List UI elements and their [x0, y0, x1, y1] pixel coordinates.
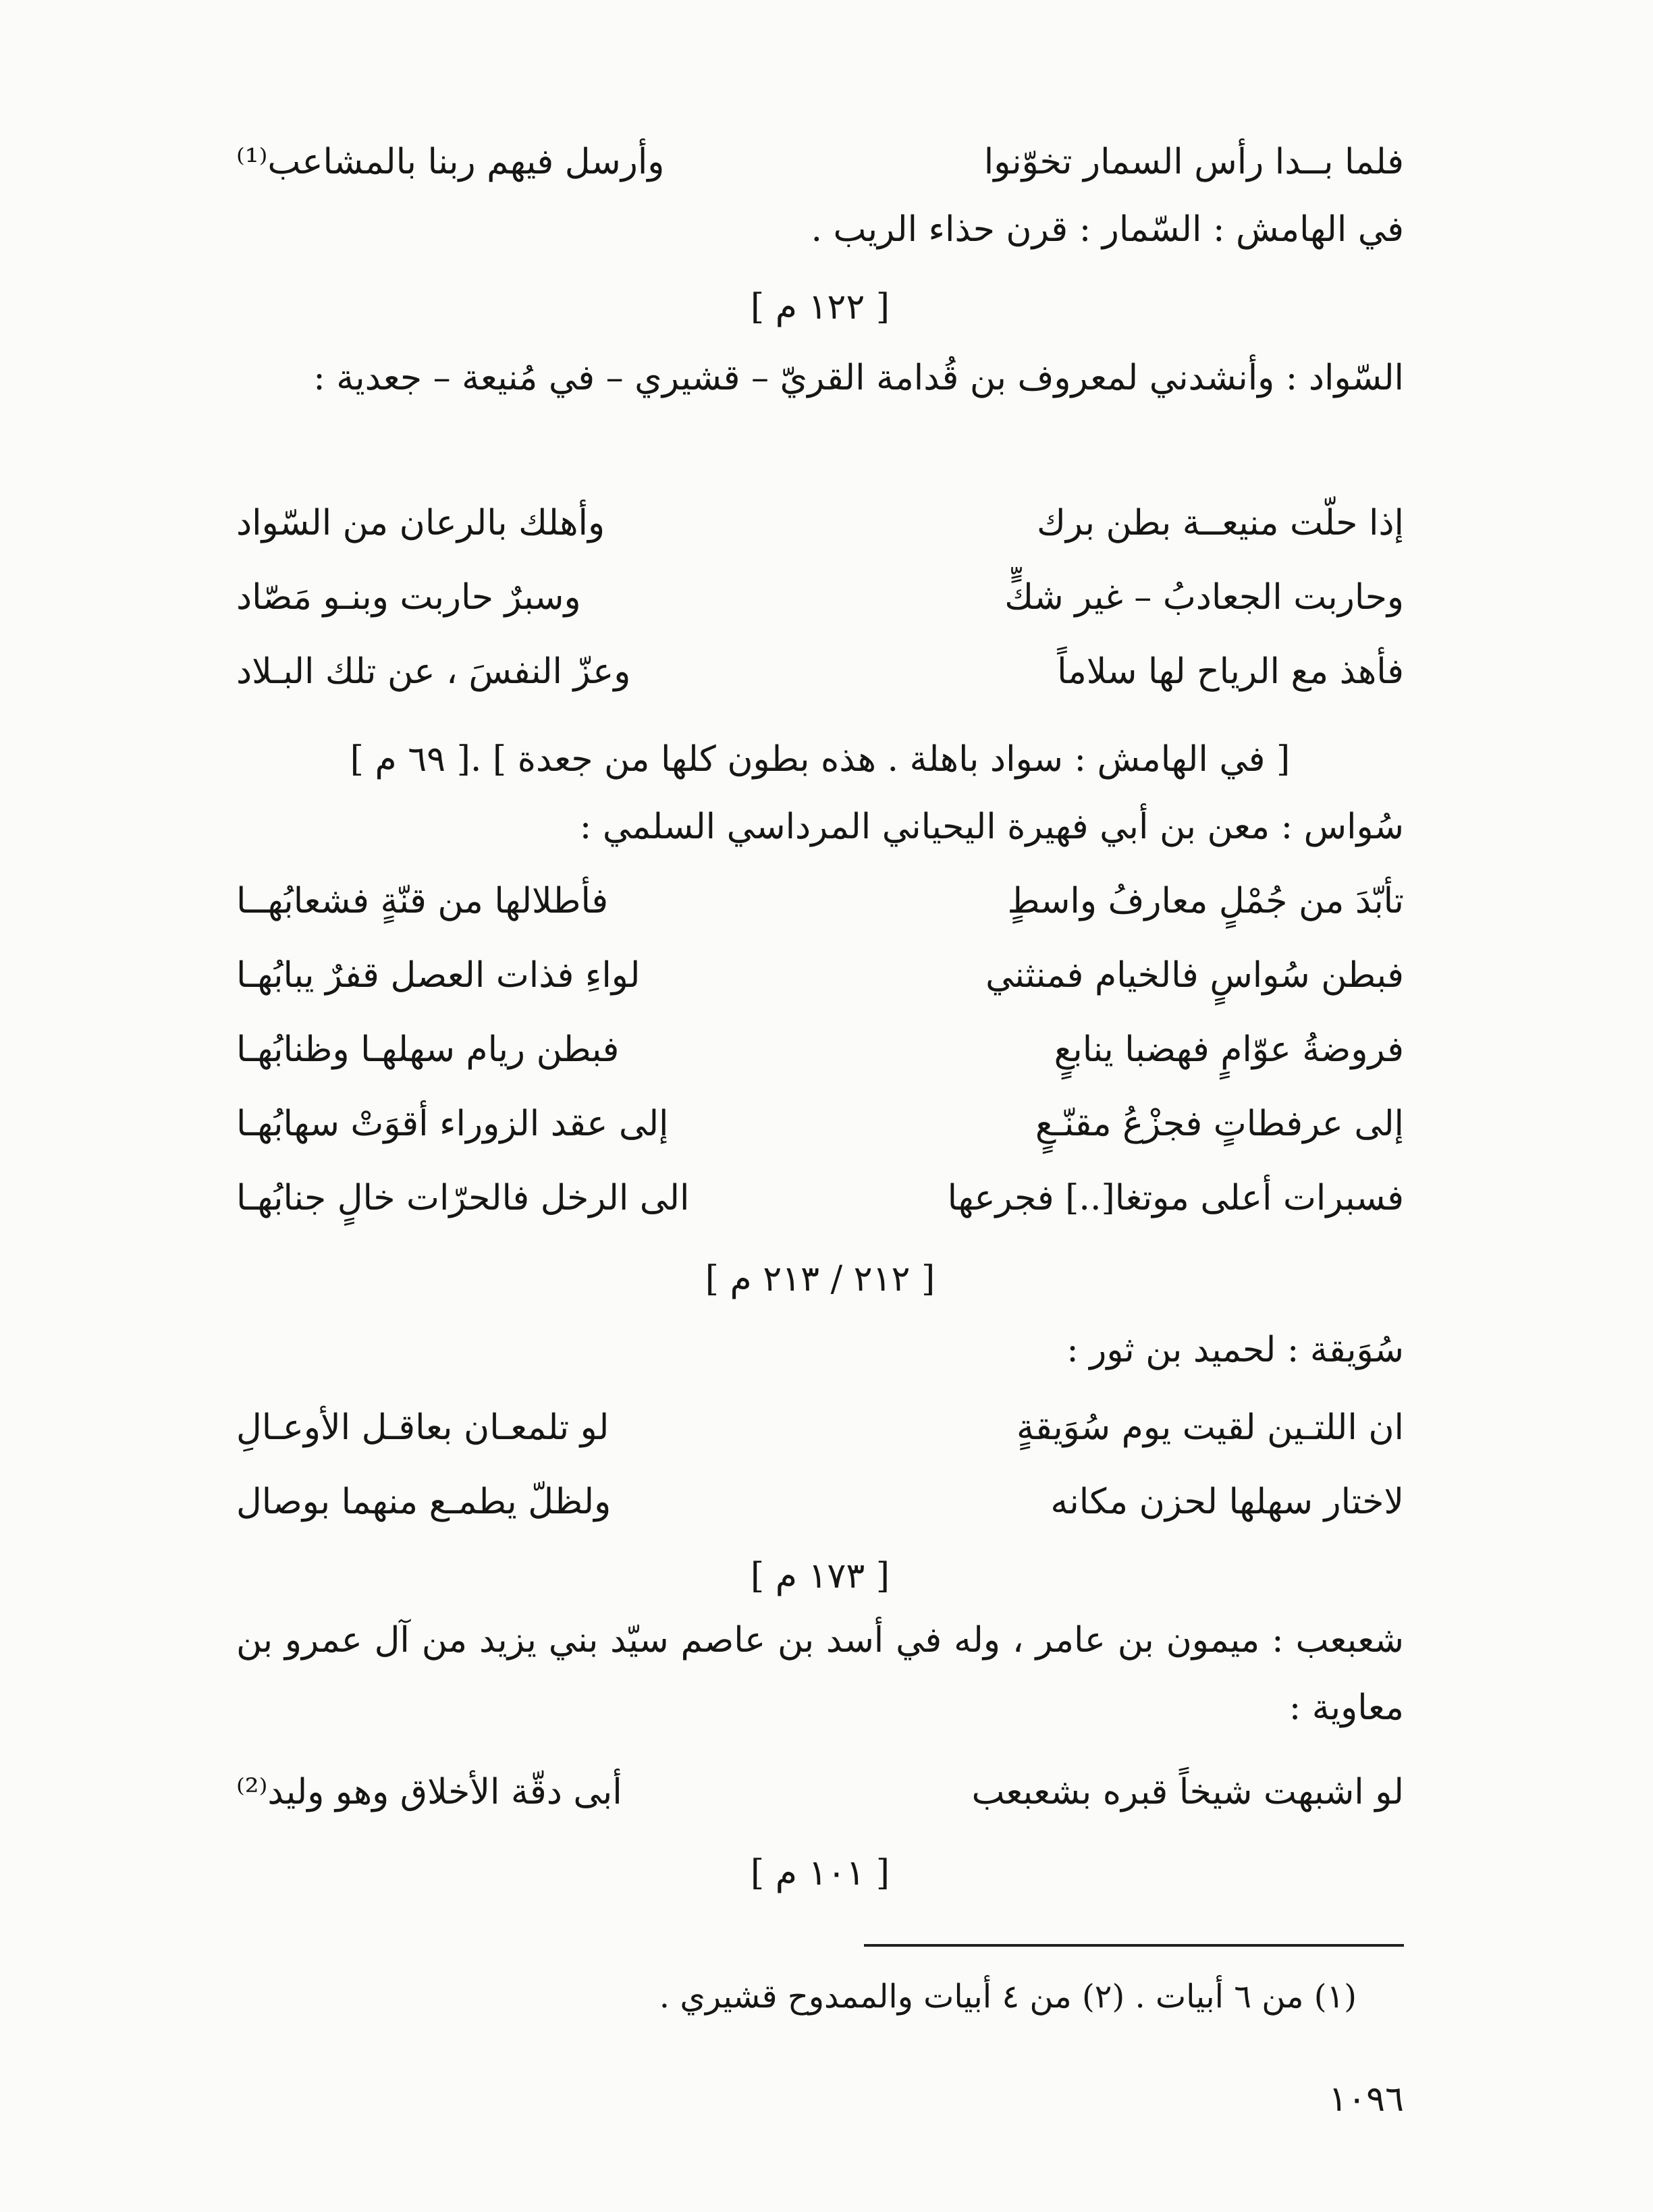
hemistich: فبطن سُواسٍ فالخيام فمنثني: [985, 955, 1404, 996]
page-reference: [ ١٧٣ م ]: [750, 1556, 890, 1596]
footnote-rule: [864, 1944, 1404, 1947]
poem-suwas: [236, 871, 1404, 1229]
hemistich: فأطلالها من قنّةٍ فشعابُهــا: [236, 881, 609, 921]
footnotes: (١) من ٦ أبيات . (٢) من ٤ أبيات والممدوح قشيري .: [659, 1978, 1357, 2016]
hemistich: فبطن ريام سهلهـا وظنابُهـا: [236, 1029, 620, 1070]
page-reference: [ ٢١٢ / ٢١٣ م ]: [705, 1259, 936, 1299]
hemistich: فلما بــدا رأس السمار تخوّنوا: [983, 142, 1404, 182]
page-reference: [ ١٠١ م ]: [750, 1853, 890, 1893]
hemistich: الى الرخل فالحرّات خالٍ جنابُهـا: [236, 1178, 690, 1218]
hemistich: وأهلك بالرعان من السّواد: [236, 503, 605, 543]
margin-note-sawad: [ في الهامش : سواد باهلة . هذه بطون كلها من جعدة ] .[ ٦٩ م ]: [350, 739, 1291, 780]
poem-shaabaab: [236, 1762, 1404, 1823]
hemistich: فسبرات أعلى موتغا[..] فجرعها: [947, 1178, 1404, 1218]
hemistich: إلى عقد الزوراء أقوَتْ سهابُهـا: [236, 1104, 669, 1144]
hemistich: وحاربت الجعادبُ – غير شكٍّ: [1004, 577, 1404, 618]
margin-note: في الهامش : السّمار : قرن حذاء الريب .: [811, 209, 1404, 250]
hemistich: لواءِ فذات العصل قفرٌ يبابُهـا: [236, 955, 641, 996]
entry-suwas: سُواس : معن بن أبي فهيرة اليحياني المرداسي السلمي :: [579, 807, 1404, 847]
hemistich: تأبّدَ من جُمْلٍ معارفُ واسطٍ: [1007, 881, 1404, 921]
hemistich: لو اشبهت شيخاً قبره بشعبعب: [971, 1772, 1404, 1812]
page-reference: [ ١٢٢ م ]: [750, 287, 890, 327]
page-number: ١٠٩٦: [1328, 2079, 1404, 2120]
poem-sawad: [236, 493, 1404, 702]
poem-suwayqa: [236, 1397, 1404, 1532]
entry-shaabaab: شعبعب : ميمون بن عامر ، وله في أسد بن عاصم سيّد بني يزيد من آل عمرو بن معاوية :: [236, 1620, 1404, 1728]
hemistich: لاختار سهلها لحزن مكانه: [1050, 1482, 1404, 1522]
hemistich: وأرسل فيهم ربنا بالمشاعب⁽¹⁾: [236, 142, 665, 182]
verse-line-1: [236, 132, 1404, 192]
hemistich: إلى عرفطاتٍ فجزْعُ مقنّـعٍ: [1035, 1104, 1404, 1144]
hemistich: فأهذ مع الرياح لها سلاماً: [1057, 651, 1404, 692]
hemistich: ان اللتـين لقيت يوم سُوَيقةٍ: [1017, 1407, 1404, 1448]
hemistich: إذا حلّت منيعــة بطن برك: [1037, 503, 1404, 543]
hemistich: وسبرٌ حاربت وبنـو مَصّاد: [236, 577, 581, 618]
hemistich: أبى دقّة الأخلاق وهو وليد⁽²⁾: [236, 1772, 622, 1812]
entry-suwayqa: سُوَيقة : لحميد بن ثور :: [1066, 1330, 1404, 1370]
hemistich: لو تلمعـان بعاقـل الأوعـالِ: [236, 1407, 609, 1448]
entry-sawad: السّواد : وأنشدني لمعروف بن قُدامة القريّ – قشيري – في مُنيعة – جعدية :: [313, 358, 1404, 398]
hemistich: فروضةُ عوّامٍ فهضبا ينابعٍ: [1054, 1029, 1404, 1070]
hemistich: ولظلّ يطمـع منهما بوصال: [236, 1482, 612, 1522]
hemistich: وعزّ النفسَ ، عن تلك البـلاد: [236, 651, 631, 692]
